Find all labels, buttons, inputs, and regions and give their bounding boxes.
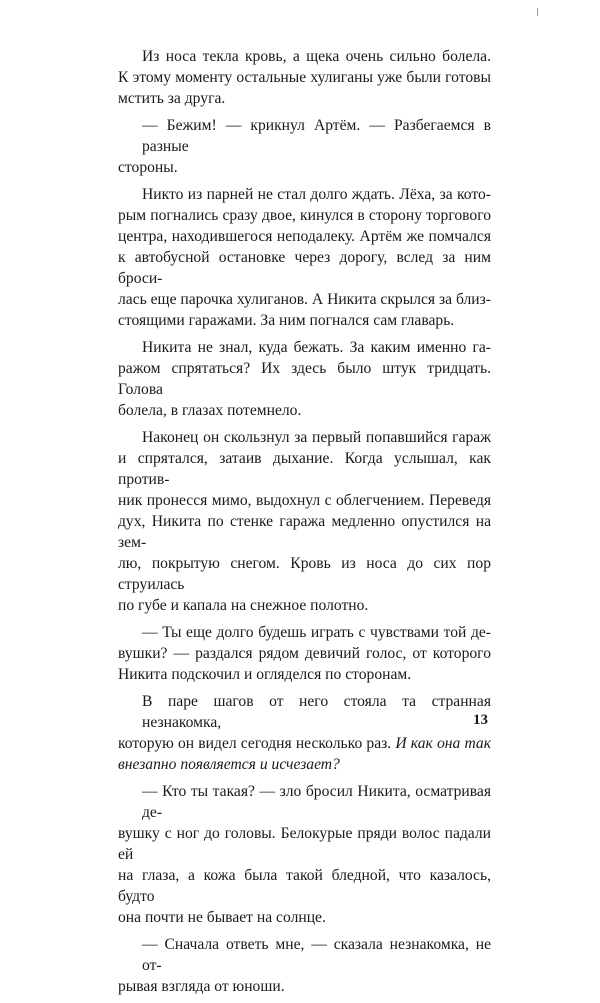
text-line: и спрятался, затаив дыхание. Когда услышал, как против- <box>118 450 491 488</box>
italic-thought: И как она так <box>395 735 491 752</box>
text-line: — Кто ты такая? — зло бросил Никита, осматривая де- <box>142 783 491 821</box>
text-line: центра, находившегося неподалеку. Артём же помчался <box>118 228 491 245</box>
text-line: Из носа текла кровь, а щека очень сильно болела. <box>142 48 491 65</box>
text-line: — Бежим! — крикнул Артём. — Разбегаемся в разные <box>142 117 491 155</box>
text-line: рывая взгляда от юноши. <box>118 978 285 995</box>
paragraph-7 <box>118 691 491 775</box>
text-line: В паре шагов от него стояла та странная незнакомка, <box>142 693 491 731</box>
page-number: 13 <box>473 712 488 728</box>
text-line: Наконец он скользнул за первый попавшийся гараж <box>142 429 491 446</box>
text-line: К этому моменту остальные хулиганы уже были готовы <box>118 69 491 86</box>
text-line: болела, в глазах потемнело. <box>118 402 302 419</box>
text-line: Никита не знал, куда бежать. За каким именно га- <box>142 339 491 356</box>
paragraph-4 <box>118 337 491 421</box>
paragraph-9 <box>118 934 491 997</box>
italic-thought: внезапно появляется и исчезает? <box>118 756 340 773</box>
paragraph-6 <box>118 622 491 685</box>
text-segment: которую он видел сегодня несколько раз. <box>118 735 392 752</box>
text-line <box>118 733 491 754</box>
text-line: она почти не бывает на солнце. <box>118 909 326 926</box>
paragraph-3 <box>118 184 491 331</box>
text-line: — Ты еще долго будешь играть с чувствами той де- <box>142 624 491 641</box>
text-line: к автобусной остановке через дорогу, вслед за ним броси- <box>118 249 491 287</box>
text-line: стороны. <box>118 159 178 176</box>
body-text <box>118 46 491 1003</box>
text-line: вушки? — раздался рядом девичий голос, от которого <box>118 645 491 662</box>
text-line: лась еще парочка хулиганов. А Никита скрылся за близ- <box>118 291 491 308</box>
paragraph-1 <box>118 46 491 109</box>
paragraph-2 <box>118 115 491 178</box>
text-line: стоящими гаражами. За ним погнался сам главарь. <box>118 312 455 329</box>
text-line: — Сначала ответь мне, — сказала незнакомка, не от- <box>142 936 491 974</box>
text-line: вушку с ног до головы. Белокурые пряди волос падали ей <box>118 825 491 863</box>
text-line: Никита подскочил и огляделся по сторонам. <box>118 666 412 683</box>
page-corner-mark <box>518 8 538 10</box>
text-line: ражом спрятаться? Их здесь было штук тридцать. Голова <box>118 360 491 398</box>
paragraph-8 <box>118 781 491 928</box>
text-line <box>118 754 491 775</box>
text-line: рым погнались сразу двое, кинулся в сторону торгового <box>118 207 491 224</box>
text-line: ник пронесся мимо, выдохнул с облегчением. Переведя <box>118 492 491 509</box>
text-line: дух, Никита по стенке гаража медленно опустился на зем- <box>118 513 491 551</box>
text-line: на глаза, а кожа была такой бледной, что казалось, будто <box>118 867 491 905</box>
paragraph-5 <box>118 427 491 616</box>
text-line: Никто из парней не стал долго ждать. Лёха, за кото- <box>142 186 491 203</box>
text-line: по губе и капала на снежное полотно. <box>118 597 369 614</box>
text-line: лю, покрытую снегом. Кровь из носа до сих пор струилась <box>118 555 491 593</box>
text-line: мстить за друга. <box>118 90 226 107</box>
